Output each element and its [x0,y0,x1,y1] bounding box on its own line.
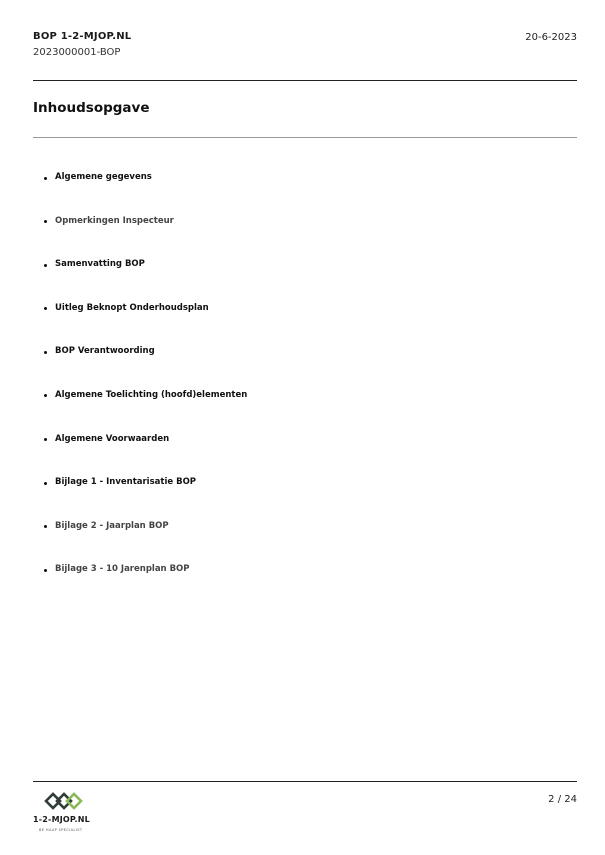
toc-item[interactable] [44,172,247,216]
document-date: 20-6-2023 [525,32,577,43]
toc-item-label: Bijlage 3 - 10 Jarenplan BOP [55,564,190,575]
bullet-icon [44,525,47,528]
toc-item[interactable] [44,390,247,434]
bullet-icon [44,177,47,180]
toc-item-label: BOP Verantwoording [55,346,155,357]
toc-item-label: Algemene gegevens [55,172,152,182]
document-title: BOP 1-2-MJOP.NL [33,31,132,42]
toc-item[interactable] [44,434,247,478]
bullet-icon [44,482,47,485]
bullet-icon [44,351,47,354]
footer-divider [33,781,577,782]
header-divider [33,80,577,81]
bullet-icon [44,394,47,397]
toc-item[interactable] [44,477,247,521]
toc-heading: Inhoudsopgave [33,100,150,116]
toc-item-label: Opmerkingen Inspecteur [55,215,174,226]
toc-item[interactable] [44,346,247,390]
toc-list [44,172,247,608]
bullet-icon [44,220,47,223]
toc-item-label: Algemene Toelichting (hoofd)elementen [55,389,248,400]
toc-item[interactable] [44,303,247,347]
logo-tagline: BE HAAP SPECIALIST [39,828,83,832]
bullet-icon [44,569,47,572]
bullet-icon [44,307,47,310]
bullet-icon [44,264,47,267]
toc-item[interactable] [44,259,247,303]
document-code: 2023000001-BOP [33,47,121,58]
toc-item-label: Bijlage 2 - Jaarplan BOP [55,520,169,531]
page-number: 2 / 24 [548,794,577,805]
toc-item-label: Bijlage 1 - Inventarisatie BOP [55,477,197,488]
toc-item[interactable] [44,564,247,608]
logo-text: 1-2-MJOP.NL [33,815,90,824]
toc-item-label: Uitleg Beknopt Onderhoudsplan [55,302,209,313]
toc-item-label: Samenvatting BOP [55,259,145,270]
toc-item[interactable] [44,216,247,260]
toc-item-label: Algemene Voorwaarden [55,433,170,444]
bullet-icon [44,438,47,441]
toc-divider [33,137,577,138]
toc-item[interactable] [44,521,247,565]
